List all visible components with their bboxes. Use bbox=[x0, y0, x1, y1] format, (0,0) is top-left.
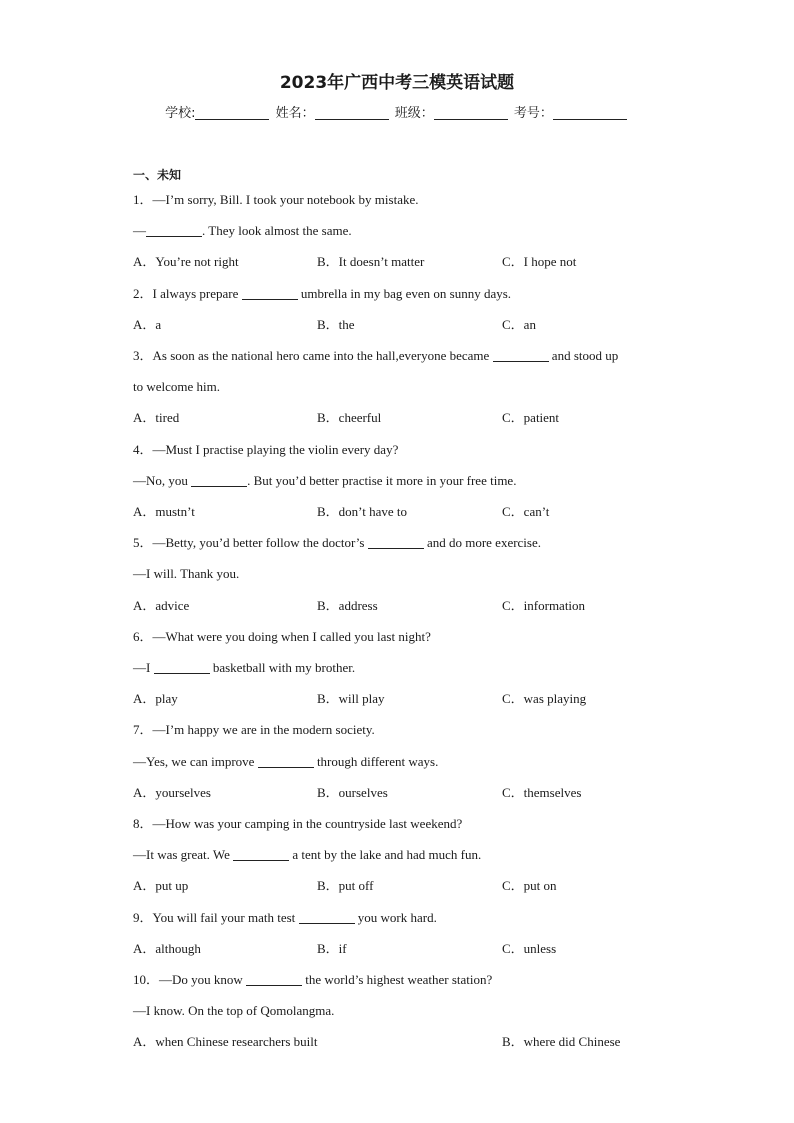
question-text: . But you’d better practise it more in your free time. bbox=[247, 472, 517, 488]
number-blank[interactable] bbox=[553, 105, 627, 120]
question-text: a tent by the lake and had much fun. bbox=[289, 847, 482, 863]
question-6-option-b[interactable]: B．will play bbox=[317, 691, 385, 707]
question-text: —It was great. We bbox=[133, 847, 234, 863]
question-3-option-c[interactable]: C．patient bbox=[502, 410, 560, 426]
question-7-option-b[interactable]: B．ourselves bbox=[317, 784, 388, 800]
question-6-line-2 bbox=[133, 660, 355, 676]
answer-blank[interactable] bbox=[191, 474, 247, 487]
question-5-option-a[interactable]: A．advice bbox=[133, 597, 190, 613]
section-heading: 一、未知 bbox=[133, 168, 182, 182]
question-5-option-c[interactable]: C．information bbox=[502, 597, 586, 613]
answer-blank[interactable] bbox=[493, 349, 549, 362]
question-text: and stood up bbox=[548, 348, 619, 363]
question-2-option-c[interactable]: C．an bbox=[502, 316, 536, 332]
page-title: 2023年广西中考三模英语试题 bbox=[279, 73, 515, 93]
question-text: through different ways. bbox=[313, 753, 439, 769]
name-label: 姓名： bbox=[275, 106, 315, 121]
number-label: 考号： bbox=[513, 106, 553, 121]
question-10-line-1 bbox=[133, 972, 492, 988]
question-text: 9．You will fail your math test bbox=[133, 909, 299, 925]
question-5-line-2 bbox=[133, 566, 239, 582]
question-6-option-a[interactable]: A．play bbox=[133, 691, 178, 707]
question-3-option-b[interactable]: B．cheerful bbox=[317, 410, 382, 426]
question-8-line-2 bbox=[133, 847, 481, 863]
question-3-option-a[interactable]: A．tired bbox=[133, 410, 180, 426]
question-text: . They look almost the same. bbox=[202, 223, 352, 239]
question-10-option-a[interactable]: A．when Chinese researchers built bbox=[133, 1034, 318, 1050]
question-9-line-1 bbox=[133, 910, 437, 926]
question-3-line-2 bbox=[133, 379, 220, 395]
question-10-line-2 bbox=[133, 1003, 334, 1019]
question-text: —I will. Thank you. bbox=[133, 566, 240, 582]
question-6-line-1 bbox=[133, 629, 431, 645]
question-text: 6．—What were you doing when I called you last night? bbox=[133, 628, 431, 644]
question-text: — bbox=[133, 223, 146, 239]
question-8-line-1 bbox=[133, 816, 462, 832]
question-text: basketball with my brother. bbox=[209, 660, 356, 675]
question-2-line-1 bbox=[133, 286, 511, 302]
question-7-line-1 bbox=[133, 722, 375, 738]
name-blank[interactable] bbox=[315, 105, 389, 120]
school-label: 学校: bbox=[165, 106, 196, 121]
question-3-line-1 bbox=[133, 348, 618, 364]
question-9-option-a[interactable]: A．although bbox=[133, 940, 201, 956]
question-text: 3．As soon as the national hero came into the hall,everyone became bbox=[133, 348, 493, 363]
question-2-option-a[interactable]: A．a bbox=[133, 316, 162, 332]
question-2-option-b[interactable]: B．the bbox=[317, 316, 355, 332]
question-8-option-c[interactable]: C．put on bbox=[502, 878, 557, 894]
question-5-line-1 bbox=[133, 535, 541, 551]
question-7-option-a[interactable]: A．yourselves bbox=[133, 784, 211, 800]
question-9-option-b[interactable]: B．if bbox=[317, 940, 347, 956]
student-info-row bbox=[0, 102, 794, 121]
question-text: 1．—I’m sorry, Bill. I took your notebook by mistake. bbox=[133, 192, 419, 207]
school-blank[interactable] bbox=[195, 105, 269, 120]
question-6-option-c[interactable]: C．was playing bbox=[502, 691, 587, 707]
question-text: 8．—How was your camping in the countryside last weekend? bbox=[133, 816, 463, 831]
question-4-option-a[interactable]: A．mustn’t bbox=[133, 504, 195, 519]
question-text: 10．—Do you know bbox=[133, 972, 247, 987]
question-4-line-2 bbox=[133, 473, 516, 489]
question-1-option-b[interactable]: B．It doesn’t matter bbox=[317, 254, 425, 270]
answer-blank[interactable] bbox=[246, 973, 302, 986]
question-text: you work hard. bbox=[354, 909, 437, 925]
question-text: 5．—Betty, you’d better follow the doctor’s bbox=[133, 535, 368, 551]
question-1-line-2 bbox=[133, 223, 352, 239]
question-10-option-b[interactable]: B．where did Chinese bbox=[502, 1034, 621, 1050]
question-text: 4．—Must I practise playing the violin every day? bbox=[133, 441, 399, 457]
answer-blank[interactable] bbox=[146, 224, 202, 237]
question-4-option-b[interactable]: B．don’t have to bbox=[317, 504, 408, 519]
question-text: 2．I always prepare bbox=[133, 285, 242, 301]
class-blank[interactable] bbox=[434, 105, 508, 120]
question-4-line-1 bbox=[133, 442, 398, 458]
question-text: umbrella in my bag even on sunny days. bbox=[297, 285, 512, 301]
question-text: and do more exercise. bbox=[423, 535, 541, 551]
answer-blank[interactable] bbox=[154, 661, 210, 674]
answer-blank[interactable] bbox=[368, 536, 424, 549]
question-text: to welcome him. bbox=[133, 379, 221, 395]
question-1-option-a[interactable]: A．You’re not right bbox=[133, 254, 239, 270]
question-5-option-b[interactable]: B．address bbox=[317, 597, 378, 613]
question-text: —No, you bbox=[133, 472, 192, 488]
question-7-option-c[interactable]: C．themselves bbox=[502, 784, 582, 800]
question-1-option-c[interactable]: C．I hope not bbox=[502, 254, 577, 270]
class-label: 班级： bbox=[394, 106, 434, 121]
question-8-option-a[interactable]: A．put up bbox=[133, 878, 189, 894]
answer-blank[interactable] bbox=[233, 848, 289, 861]
question-text: 7．—I’m happy we are in the modern society. bbox=[133, 722, 375, 738]
question-text: the world’s highest weather station? bbox=[302, 972, 493, 987]
question-text: —I know. On the top of Qomolangma. bbox=[133, 1003, 335, 1019]
question-8-option-b[interactable]: B．put off bbox=[317, 878, 374, 894]
answer-blank[interactable] bbox=[258, 755, 314, 768]
question-7-line-2 bbox=[133, 754, 438, 770]
question-9-option-c[interactable]: C．unless bbox=[502, 940, 557, 956]
question-4-option-c[interactable]: C．can’t bbox=[502, 504, 550, 519]
answer-blank[interactable] bbox=[242, 287, 298, 300]
answer-blank[interactable] bbox=[299, 911, 355, 924]
question-1-line-1 bbox=[133, 192, 419, 208]
question-text: —Yes, we can improve bbox=[133, 753, 258, 769]
question-text: —I bbox=[133, 660, 154, 675]
